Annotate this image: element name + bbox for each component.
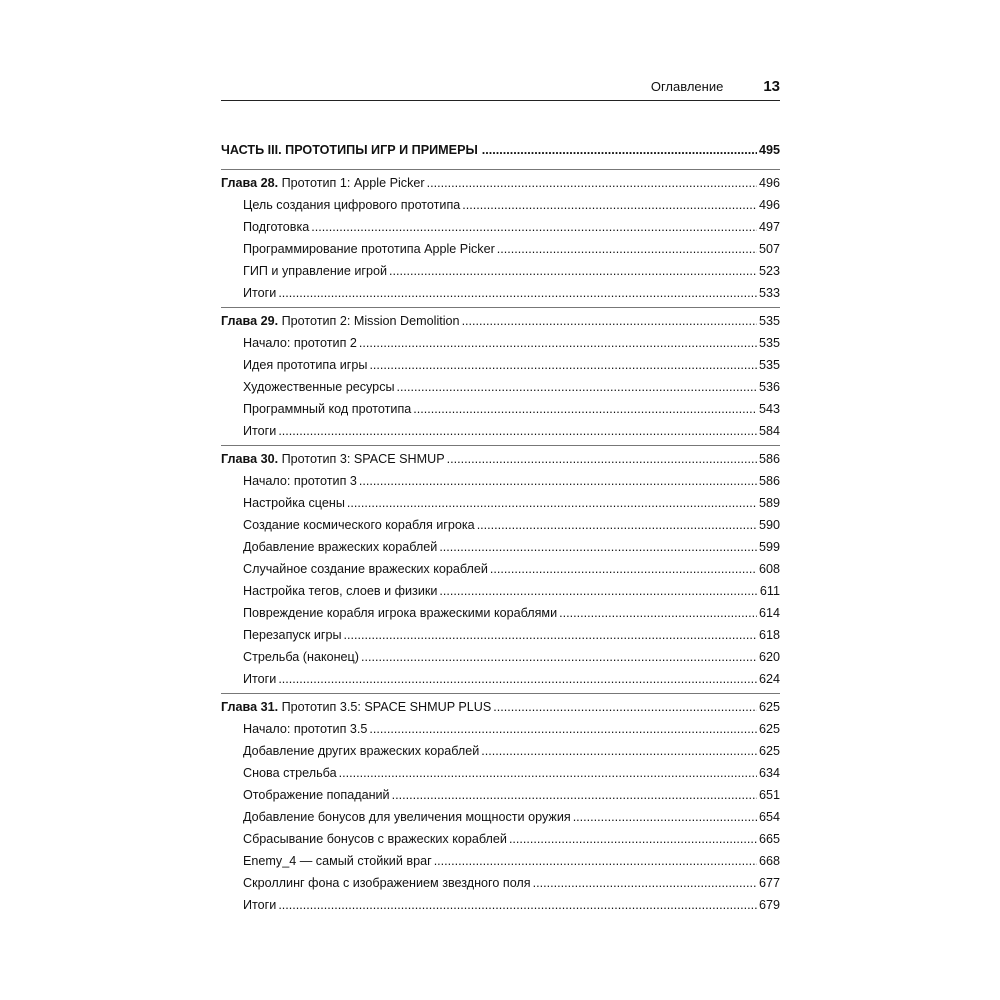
toc-entry-title: Идея прототипа игры — [243, 358, 368, 372]
toc-entry — [221, 238, 780, 260]
header-page-number: 13 — [763, 78, 780, 95]
dot-leader — [361, 646, 757, 668]
toc-entry-title: Отображение попаданий — [243, 788, 390, 802]
toc-entry-page: 536 — [758, 380, 780, 394]
toc-entry — [221, 536, 780, 558]
toc-entry-title: Скроллинг фона с изображением звездного поля — [243, 876, 531, 890]
toc-entry-title: Настройка сцены — [243, 496, 345, 510]
toc-entry-page: 634 — [758, 766, 780, 780]
toc-entry-page: 651 — [758, 788, 780, 802]
toc-entry-title: Случайное создание вражеских кораблей — [243, 562, 488, 576]
dot-leader — [509, 828, 757, 850]
chapter-title-text: Прототип 2: Mission Demolition — [281, 314, 460, 328]
toc-entry-page: 496 — [758, 198, 780, 212]
toc-entry-title: Начало: прототип 2 — [243, 336, 357, 350]
dot-leader — [559, 602, 757, 624]
toc-entry-page: 535 — [758, 336, 780, 350]
toc-entry-title: Итоги — [243, 672, 277, 686]
toc-entry — [221, 558, 780, 580]
toc-entry-title: Настройка тегов, слоев и физики — [243, 584, 438, 598]
dot-leader — [278, 420, 757, 442]
chapter-page: 496 — [758, 176, 780, 190]
toc-entry-title: Enemy_4 — самый стойкий враг — [243, 854, 432, 868]
toc-entry-title: Подготовка — [243, 220, 310, 234]
chapter-heading — [221, 310, 780, 332]
dot-leader — [533, 872, 757, 894]
toc-entry-title: Итоги — [243, 898, 277, 912]
toc-entry-title: Начало: прототип 3.5 — [243, 722, 368, 736]
dot-leader — [434, 850, 757, 872]
toc-entry — [221, 602, 780, 624]
toc-entry-page: 586 — [758, 474, 780, 488]
toc-entry-page: 618 — [758, 628, 780, 642]
toc-entry-page: 523 — [758, 264, 780, 278]
chapter-title — [221, 448, 445, 470]
toc-entry-title: Стрельба (наконец) — [243, 650, 359, 664]
dot-leader — [427, 172, 757, 194]
toc-entry — [221, 260, 780, 282]
dot-leader — [359, 332, 757, 354]
toc-entry-title: Повреждение корабля игрока вражескими кораблями — [243, 606, 558, 620]
toc-entry — [221, 580, 780, 602]
toc-entry-page: 620 — [758, 650, 780, 664]
toc-entry-page: 625 — [758, 722, 780, 736]
toc-entry-page: 654 — [758, 810, 780, 824]
toc-entry-page: 668 — [758, 854, 780, 868]
toc-entry-page: 543 — [758, 402, 780, 416]
dot-leader — [278, 282, 757, 304]
toc-entry-title: Добавление бонусов для увеличения мощности оружия — [243, 810, 571, 824]
toc-entry-page: 677 — [758, 876, 780, 890]
dot-leader — [344, 624, 757, 646]
part-heading — [221, 139, 780, 161]
dot-leader — [369, 354, 757, 376]
dot-leader — [347, 492, 757, 514]
toc-entry-page: 599 — [758, 540, 780, 554]
toc-entry — [221, 354, 780, 376]
chapter-block — [221, 307, 780, 442]
part-title: ЧАСТЬ III. ПРОТОТИПЫ ИГР И ПРИМЕРЫ — [221, 143, 478, 157]
chapter-title — [221, 696, 491, 718]
toc-entry-title: Добавление других вражеских кораблей — [243, 744, 480, 758]
dot-leader — [493, 696, 757, 718]
toc-entry-title: ГИП и управление игрой — [243, 264, 387, 278]
toc-entry-title: Программирование прототипа Apple Picker — [243, 242, 495, 256]
chapter-heading — [221, 696, 780, 718]
chapter-number: Глава 28. — [221, 176, 279, 190]
toc-entry — [221, 216, 780, 238]
toc-entry-page: 589 — [758, 496, 780, 510]
toc-entry-page: 614 — [758, 606, 780, 620]
toc-entry-page: 608 — [758, 562, 780, 576]
chapter-title-text: Прототип 1: Apple Picker — [281, 176, 425, 190]
toc-entry — [221, 762, 780, 784]
chapter-page: 535 — [758, 314, 780, 328]
toc-entry-title: Начало: прототип 3 — [243, 474, 357, 488]
dot-leader — [497, 238, 757, 260]
dot-leader — [462, 310, 757, 332]
dot-leader — [392, 784, 757, 806]
chapter-list — [221, 169, 780, 916]
running-header — [221, 78, 780, 101]
dot-leader — [481, 740, 757, 762]
chapter-number: Глава 30. — [221, 452, 279, 466]
dot-leader — [482, 139, 757, 161]
dot-leader — [439, 580, 758, 602]
toc-entry — [221, 398, 780, 420]
dot-leader — [339, 762, 757, 784]
dot-leader — [413, 398, 757, 420]
dot-leader — [369, 718, 757, 740]
chapter-title-text: Прототип 3: SPACE SHMUP — [281, 452, 445, 466]
toc-entry — [221, 646, 780, 668]
toc-entry — [221, 194, 780, 216]
part-page: 495 — [758, 143, 780, 157]
toc-entry-title: Программный код прототипа — [243, 402, 412, 416]
toc-entry-title: Снова стрельба — [243, 766, 337, 780]
chapter-heading — [221, 448, 780, 470]
toc-entry — [221, 332, 780, 354]
dot-leader — [490, 558, 757, 580]
chapter-title-text: Прототип 3.5: SPACE SHMUP PLUS — [281, 700, 492, 714]
toc-entry — [221, 376, 780, 398]
dot-leader — [389, 260, 757, 282]
toc-entry — [221, 828, 780, 850]
dot-leader — [462, 194, 757, 216]
chapter-heading — [221, 172, 780, 194]
dot-leader — [278, 894, 757, 916]
chapter-page: 625 — [758, 700, 780, 714]
dot-leader — [278, 668, 757, 690]
chapter-block — [221, 445, 780, 690]
toc-entry-title: Перезапуск игры — [243, 628, 342, 642]
toc-entry-title: Добавление вражеских кораблей — [243, 540, 438, 554]
toc-entry — [221, 850, 780, 872]
chapter-title — [221, 310, 460, 332]
toc-entry-page: 584 — [758, 424, 780, 438]
toc-entry-page: 535 — [758, 358, 780, 372]
toc-entry-page: 679 — [758, 898, 780, 912]
toc-entry — [221, 784, 780, 806]
toc-entry-title: Сбрасывание бонусов с вражеских кораблей — [243, 832, 507, 846]
toc-entry — [221, 872, 780, 894]
toc-entry-page: 624 — [758, 672, 780, 686]
toc-entry — [221, 282, 780, 304]
toc-entry — [221, 470, 780, 492]
toc-entry-page: 533 — [758, 286, 780, 300]
toc-entry — [221, 514, 780, 536]
chapter-block — [221, 169, 780, 304]
toc-entry-page: 497 — [758, 220, 780, 234]
toc-entry-title: Итоги — [243, 286, 277, 300]
toc-entry — [221, 718, 780, 740]
toc-entry — [221, 492, 780, 514]
chapter-page: 586 — [758, 452, 780, 466]
dot-leader — [397, 376, 757, 398]
toc-entry-page: 665 — [758, 832, 780, 846]
toc-page — [221, 78, 780, 916]
toc-entry-title: Итоги — [243, 424, 277, 438]
chapter-block — [221, 693, 780, 916]
toc-entry — [221, 624, 780, 646]
toc-entry — [221, 668, 780, 690]
toc-entry-title: Художественные ресурсы — [243, 380, 395, 394]
toc-entry — [221, 420, 780, 442]
toc-entry-page: 611 — [759, 584, 780, 598]
dot-leader — [439, 536, 757, 558]
dot-leader — [447, 448, 757, 470]
toc-entry-page: 507 — [758, 242, 780, 256]
toc-entry-page: 590 — [758, 518, 780, 532]
chapter-number: Глава 29. — [221, 314, 279, 328]
dot-leader — [573, 806, 757, 828]
toc-entry-page: 625 — [758, 744, 780, 758]
dot-leader — [311, 216, 757, 238]
chapter-number: Глава 31. — [221, 700, 279, 714]
toc-entry-title: Создание космического корабля игрока — [243, 518, 475, 532]
header-section-title: Оглавление — [650, 79, 724, 94]
toc-entry — [221, 740, 780, 762]
toc-entry — [221, 894, 780, 916]
dot-leader — [477, 514, 757, 536]
dot-leader — [359, 470, 757, 492]
toc-entry — [221, 806, 780, 828]
chapter-title — [221, 172, 425, 194]
toc-entry-title: Цель создания цифрового прототипа — [243, 198, 461, 212]
